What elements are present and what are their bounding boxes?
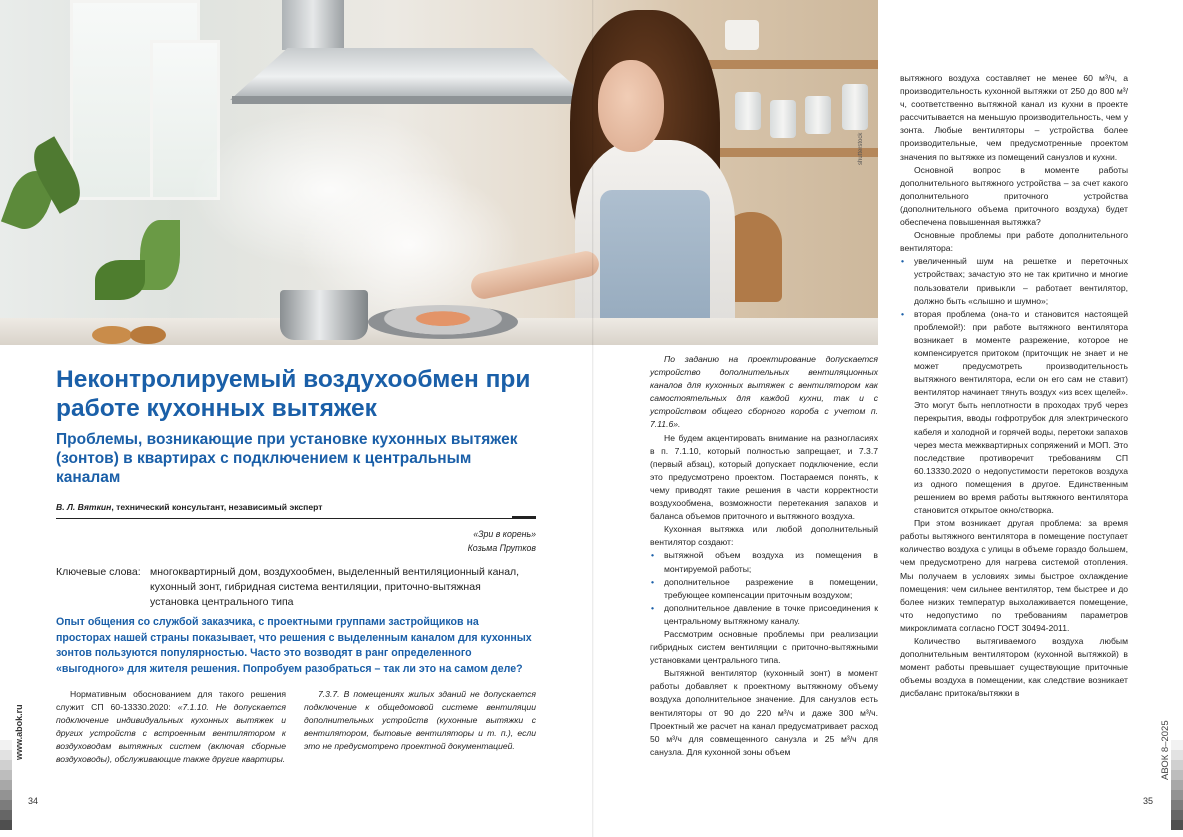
gray-tone-strip-right bbox=[1171, 740, 1183, 830]
list-item: • дополнительное давление в точке присоединения к центральному вытяжному каналу. bbox=[650, 602, 878, 628]
list-item: • дополнительное разрежение в помещении, требующее компенсации приточным воздухом; bbox=[650, 576, 878, 602]
paragraph bbox=[56, 688, 286, 767]
photo-plant bbox=[95, 260, 145, 300]
bullet-list bbox=[900, 255, 1128, 517]
photo-hood-edge bbox=[232, 96, 588, 104]
column-left-1 bbox=[56, 688, 286, 767]
paragraph: Количество вытягиваемого воздуха любым дополнительным вентилятором (кухонной вытяжкой) в момент работы превышает существующие приточные объемы воздуха в помещении, как следствие возникает дисбаланс притока/вытяжки в bbox=[900, 636, 1128, 699]
text-run: Нормативным обоснованием для такого решения служит СП 60-13330.2020: bbox=[56, 689, 286, 713]
photo-hood-chimney bbox=[282, 0, 344, 50]
paragraph: вытяжного воздуха составляет не менее 60 м³/ч, а производительность кухонной вытяжки от 250 до 800 м³/ч, соответственно вытяжной канал из кухни в проекте рассчитывается на меньшую производительность, чем у зонта. Любые вентиляторы – устройства более производительные, чем предусмотренные проектом значения по вытяжке из помещений санузлов и кухни. bbox=[900, 73, 1128, 162]
column-left-2 bbox=[304, 688, 536, 753]
page-spine bbox=[592, 0, 594, 837]
quote-run: «7.1.10. Не допускается подключение индивидуальных кухонных вытяжек и других устройств с встроенным вентилятором к воздуховодам вытяжных систем (включая сборные воздуховоды), обслуживающие также другие квартиры. bbox=[56, 702, 286, 765]
article-subtitle: Проблемы, возникающие при установке кухонных вытяжек (зонтов) в квартирах с подключением к центральным каналам bbox=[56, 431, 518, 486]
author-role: , технический консультант, независимый эксперт bbox=[111, 502, 323, 512]
photo-pot bbox=[280, 290, 368, 340]
photo-jar bbox=[842, 84, 868, 130]
keywords-text: многоквартирный дом, воздухообмен, выделенный вентиляционный канал, кухонный зонт, гибридная система вентиляции, приточно-вытяжная установка центрального типа bbox=[150, 566, 520, 608]
author-name: В. Л. Вяткин bbox=[56, 502, 112, 512]
column-right-2 bbox=[900, 72, 1128, 701]
photo-bowl bbox=[725, 20, 759, 50]
page-number-right: 35 bbox=[1143, 796, 1154, 806]
photo-jar bbox=[770, 100, 796, 138]
quote-paragraph: По заданию на проектирование допускается устройство дополнительных вентиляционных каналов для кухонных вытяжек с вентилятором как самостоятельных для каждой кухни, так и с устройством общего сборного короба с учетом п. 7.11.6». bbox=[650, 354, 878, 430]
page-number-left: 34 bbox=[28, 796, 39, 806]
photo-pan bbox=[368, 305, 518, 339]
paragraph: При этом возникает другая проблема: за время работы вытяжного вентилятора в помещение поступает количество воздуха с улицы в объеме гораздо большем, чем предусмотрено для нагрева системой отопления. Мы получаем в условиях зимы быстрое охлаждение помещения: чем сильнее вентилятор, тем быстрее и до более низких температур выхолаживается помещение, что недопустимо по требованиям параметров микроклимата согласно ГОСТ 30494-2011. bbox=[900, 518, 1128, 633]
list-item: • увеличенный шум на решетке и переточных устройствах; зачастую это не так критично и многие пользователи привыкли – работает вентилятор, должно быть «слышно и шумно»; bbox=[900, 255, 1128, 307]
epigraph-author: Козьма Прутков bbox=[467, 543, 536, 553]
photo-person-face bbox=[598, 60, 664, 152]
paragraph: Основной вопрос в моменте работы дополнительного вытяжного устройства – за счет какого дополнительного приточного устройства (дополнительного объема приточного воздуха) будет обеспечена повышенная вытяжка? bbox=[900, 164, 1128, 228]
gray-tone-strip-left bbox=[0, 740, 12, 830]
photo-shelf bbox=[690, 60, 878, 69]
magazine-issue: АВОК 8–2025 bbox=[1160, 720, 1171, 780]
photo-jar bbox=[805, 96, 831, 134]
author-rule-mark bbox=[512, 516, 536, 519]
paragraph: Основные проблемы при работе дополнительного вентилятора: bbox=[900, 230, 1128, 254]
kitchen-photo bbox=[0, 0, 878, 345]
article-title: Неконтролируемый воздухообмен при работе кухонных вытяжек bbox=[56, 366, 531, 422]
photo-credit: shutterstock bbox=[858, 132, 864, 165]
author-line bbox=[56, 502, 322, 512]
paragraph: Кухонная вытяжка или любой дополнительный вентилятор создают: bbox=[650, 524, 878, 548]
bullet-list bbox=[650, 549, 878, 628]
column-right-1 bbox=[650, 353, 878, 759]
paragraph: Рассмотрим основные проблемы при реализации гибридных систем вентиляции с приточно-вытяжными установками центрального типа. bbox=[650, 628, 878, 666]
list-item: • вторая проблема (она-то и становится настоящей проблемой!): при работе вытяжного вентилятора возникает в моменте разрежение, которое не компенсируется притоком (приточщик не знает и не может предусмотреть производительность вытяжного вентилятора, если он его сам не ставит) вентилятор начинает тянуть воздух «из всех щелей». Это могут быть неплотности в проходах труб через перекрытия, вводы гофротрубок для электрического кабеля и холодной и горячей воды, перетоки запахов через места межквартирных сопряжений и МОП. Это последствие противоречит требованиям СП 60.13330.2020 о недопустимости перетоков воздуха из одного помещения в другое. Единственным решением во время работы вытяжного вентилятора становится открытое окно/створка. bbox=[900, 308, 1128, 518]
epigraph bbox=[360, 527, 536, 555]
paragraph: Вытяжной вентилятор (кухонный зонт) в момент работы добавляет к проектному вытяжному объему воздуха дополнительное значение. Для санузлов есть вентиляторы от 90 до 220 м³/ч и даже 300 м³/ч. Проектный же расчет на канал предусматривает расход 50 м³/ч для совмещенного санузла и 25 м³/ч для санузла. Для кухонной зоны объем bbox=[650, 668, 878, 757]
photo-bread bbox=[92, 326, 132, 344]
keywords-label: Ключевые слова: bbox=[56, 566, 141, 578]
author-rule bbox=[56, 518, 536, 519]
paragraph: Не будем акцентировать внимание на разногласиях в п. 7.1.10, который полностью запрещает, и 7.3.7 (первый абзац), который допускает подключение, если это предусмотрено проектом. Постараемся понять, к чему приводят такие решения в части корректности воздухообмена, возможности перетекания запахов и баланса объемов приточного и вытяжного воздуха. bbox=[650, 432, 878, 522]
list-item: • вытяжной объем воздуха из помещения в монтируемой работы; bbox=[650, 549, 878, 575]
site-url: www.abok.ru bbox=[14, 704, 24, 760]
photo-jar bbox=[735, 92, 761, 130]
photo-bread bbox=[130, 326, 166, 344]
epigraph-quote: «Зри в корень» bbox=[473, 529, 536, 539]
quote-paragraph: 7.3.7. В помещениях жилых зданий не допускается подключение к общедомовой системе вентиляции дополнительных устройств (кухонные вытяжки с вентилятором, бытовые вентиляторы и т. п.), если это не предусмотрено проектной документацией. bbox=[304, 689, 536, 752]
lead-paragraph: Опыт общения со службой заказчика, с проектными группами застройщиков на просторах нашей страны показывает, что решения с выделенным каналом для кухонных зонтов пользуются популярностью. Часто это возводят в ранг определенного «выгодного» для жителя решения. Попробуем разобраться – так ли это на самом деле? bbox=[56, 616, 532, 675]
photo-plant bbox=[140, 220, 180, 290]
photo-range-hood bbox=[230, 48, 590, 100]
